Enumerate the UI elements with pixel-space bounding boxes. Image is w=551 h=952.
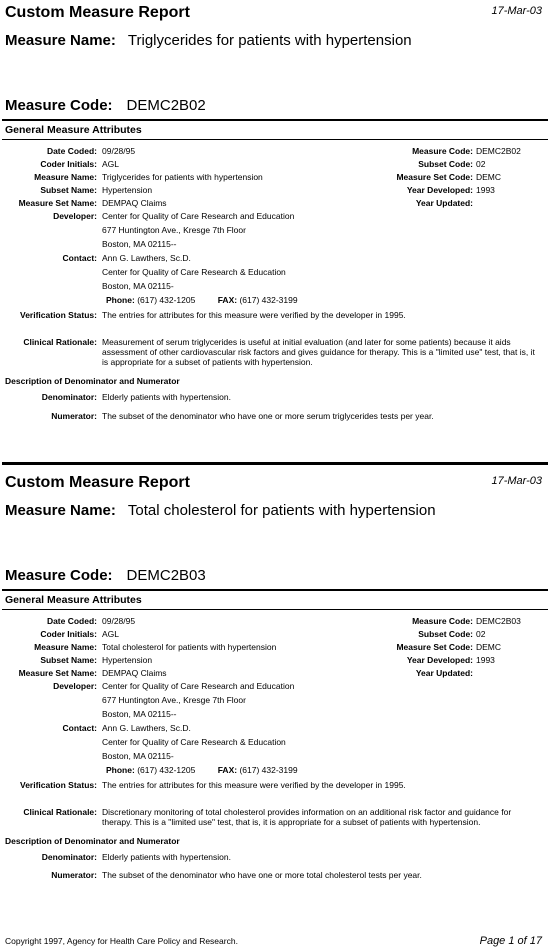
contact-line: Ann G. Lawthers, Sc.D. — [102, 723, 191, 733]
measure-code-label: Measure Code: — [5, 567, 113, 584]
measure-name-heading — [5, 32, 412, 49]
description-heading: Description of Denominator and Numerator — [5, 836, 180, 846]
measure-code-heading — [5, 97, 206, 114]
field-value: DEMC2B02 — [476, 146, 521, 156]
field-label: Subset Code: — [418, 629, 473, 639]
report-date: 17-Mar-03 — [491, 475, 542, 487]
field-label: Verification Status: — [20, 780, 97, 790]
developer-line: Boston, MA 02115-- — [102, 709, 177, 719]
report-separator — [2, 462, 548, 465]
field-label: Measure Code: — [412, 616, 473, 626]
contact-line: Boston, MA 02115- — [102, 281, 174, 291]
field-label: Measure Set Code: — [396, 642, 473, 652]
field-label: Measure Set Name: — [18, 198, 97, 208]
phone-fax-row — [102, 295, 298, 306]
field-value: Total cholesterol for patients with hypertension — [102, 642, 277, 652]
field-label: Verification Status: — [20, 310, 97, 320]
denominator-value: Elderly patients with hypertension. — [102, 852, 231, 862]
denominator-value: Elderly patients with hypertension. — [102, 392, 231, 402]
field-value: 09/28/95 — [102, 616, 136, 626]
field-value: Hypertension — [102, 655, 153, 665]
divider — [2, 589, 548, 591]
developer-line: 677 Huntington Ave., Kresge 7th Floor — [102, 225, 246, 235]
measure-code-heading — [5, 567, 206, 584]
field-value: Hypertension — [102, 185, 153, 195]
developer-line: Boston, MA 02115-- — [102, 239, 177, 249]
field-value: 1993 — [476, 655, 495, 665]
phone-fax-row — [102, 765, 298, 776]
report-title: Custom Measure Report — [5, 474, 190, 491]
rationale-text: Measurement of serum triglycerides is useful at initial evaluation (and later for some patients) because it aids assessment of other cardiovascular risk factors and gives guidance for therapy. This is a "limited use" test, that is, it is appropriate for a subset of patients with hypertension. — [102, 337, 535, 367]
field-label: Measure Set Name: — [18, 668, 97, 678]
field-label: Year Updated: — [415, 668, 473, 678]
measure-name-label: Measure Name: — [5, 502, 116, 519]
field-label: Clinical Rationale: — [23, 807, 97, 817]
measure-code-value: DEMC2B02 — [126, 97, 206, 114]
verification-value: The entries for attributes for this measure were verified by the developer in 1995. — [102, 780, 406, 790]
phone-label: Phone: — [106, 765, 135, 775]
field-value: DEMPAQ Claims — [102, 668, 167, 678]
field-label: Date Coded: — [46, 146, 97, 156]
field-label: Clinical Rationale: — [23, 337, 97, 347]
developer-line: 677 Huntington Ave., Kresge 7th Floor — [102, 695, 246, 705]
phone-value: (617) 432-1205 — [137, 765, 196, 775]
field-label: Year Developed: — [406, 655, 473, 665]
field-value: Triglycerides for patients with hypertension — [102, 172, 263, 182]
field-label: Measure Name: — [34, 172, 97, 182]
field-label: Subset Code: — [418, 159, 473, 169]
field-value: 02 — [476, 629, 486, 639]
developer-line: Center for Quality of Care Research and Education — [102, 681, 295, 691]
field-label: Measure Set Code: — [396, 172, 473, 182]
contact-line: Boston, MA 02115- — [102, 751, 174, 761]
field-label: Year Updated: — [415, 198, 473, 208]
section-heading: General Measure Attributes — [5, 594, 142, 606]
field-label: Subset Name: — [40, 655, 97, 665]
field-value: 02 — [476, 159, 486, 169]
field-label: Contact: — [62, 723, 97, 733]
field-value: AGL — [102, 159, 120, 169]
fax-value: (617) 432-3199 — [239, 295, 298, 305]
section-heading: General Measure Attributes — [5, 124, 142, 136]
field-value: DEMC2B03 — [476, 616, 521, 626]
phone-label: Phone: — [106, 295, 135, 305]
numerator-value: The subset of the denominator who have one or more serum triglycerides tests per year. — [102, 411, 434, 421]
contact-line: Center for Quality of Care Research & Education — [102, 737, 286, 747]
footer-copyright: Copyright 1997, Agency for Health Care Policy and Research. — [5, 936, 238, 946]
phone-value: (617) 432-1205 — [137, 295, 196, 305]
divider — [2, 609, 548, 610]
field-label: Subset Name: — [40, 185, 97, 195]
field-label: Measure Name: — [34, 642, 97, 652]
field-value: AGL — [102, 629, 120, 639]
measure-name-heading — [5, 502, 436, 519]
field-label: Developer: — [53, 211, 97, 221]
field-label: Year Developed: — [406, 185, 473, 195]
field-value: 1993 — [476, 185, 495, 195]
measure-code-label: Measure Code: — [5, 97, 113, 114]
field-value: DEMC — [476, 642, 502, 652]
numerator-value: The subset of the denominator who have one or more total cholesterol tests per year. — [102, 870, 422, 880]
developer-line: Center for Quality of Care Research and Education — [102, 211, 295, 221]
field-label: Date Coded: — [46, 616, 97, 626]
rationale-text: Discretionary monitoring of total cholesterol provides information on an additional risk factor and guidance for therapy. This is a "limited use" test, that is, it is appropriate for a subset of patients with hypertension. — [102, 807, 512, 827]
field-label: Developer: — [53, 681, 97, 691]
field-value: DEMPAQ Claims — [102, 198, 167, 208]
report-date: 17-Mar-03 — [491, 5, 542, 17]
fax-label: FAX: — [217, 765, 238, 775]
field-value: 09/28/95 — [102, 146, 136, 156]
field-label: Denominator: — [41, 392, 97, 402]
field-label: Coder Initials: — [40, 159, 97, 169]
fax-value: (617) 432-3199 — [239, 765, 298, 775]
fax-label: FAX: — [217, 295, 238, 305]
field-label: Contact: — [62, 253, 97, 263]
contact-line: Center for Quality of Care Research & Education — [102, 267, 286, 277]
measure-code-value: DEMC2B03 — [126, 567, 206, 584]
field-label: Measure Code: — [412, 146, 473, 156]
verification-value: The entries for attributes for this measure were verified by the developer in 1995. — [102, 310, 406, 320]
measure-name-value: Triglycerides for patients with hypertension — [127, 32, 412, 49]
measure-name-value: Total cholesterol for patients with hypertension — [127, 502, 436, 519]
footer-page-number: Page 1 of 17 — [479, 935, 542, 947]
field-value: DEMC — [476, 172, 502, 182]
report-title: Custom Measure Report — [5, 4, 190, 21]
divider — [2, 119, 548, 121]
contact-line: Ann G. Lawthers, Sc.D. — [102, 253, 191, 263]
field-label: Denominator: — [41, 852, 97, 862]
field-label: Coder Initials: — [40, 629, 97, 639]
measure-name-label: Measure Name: — [5, 32, 116, 49]
divider — [2, 139, 548, 140]
description-heading: Description of Denominator and Numerator — [5, 376, 180, 386]
field-label: Numerator: — [51, 870, 97, 880]
field-label: Numerator: — [51, 411, 97, 421]
